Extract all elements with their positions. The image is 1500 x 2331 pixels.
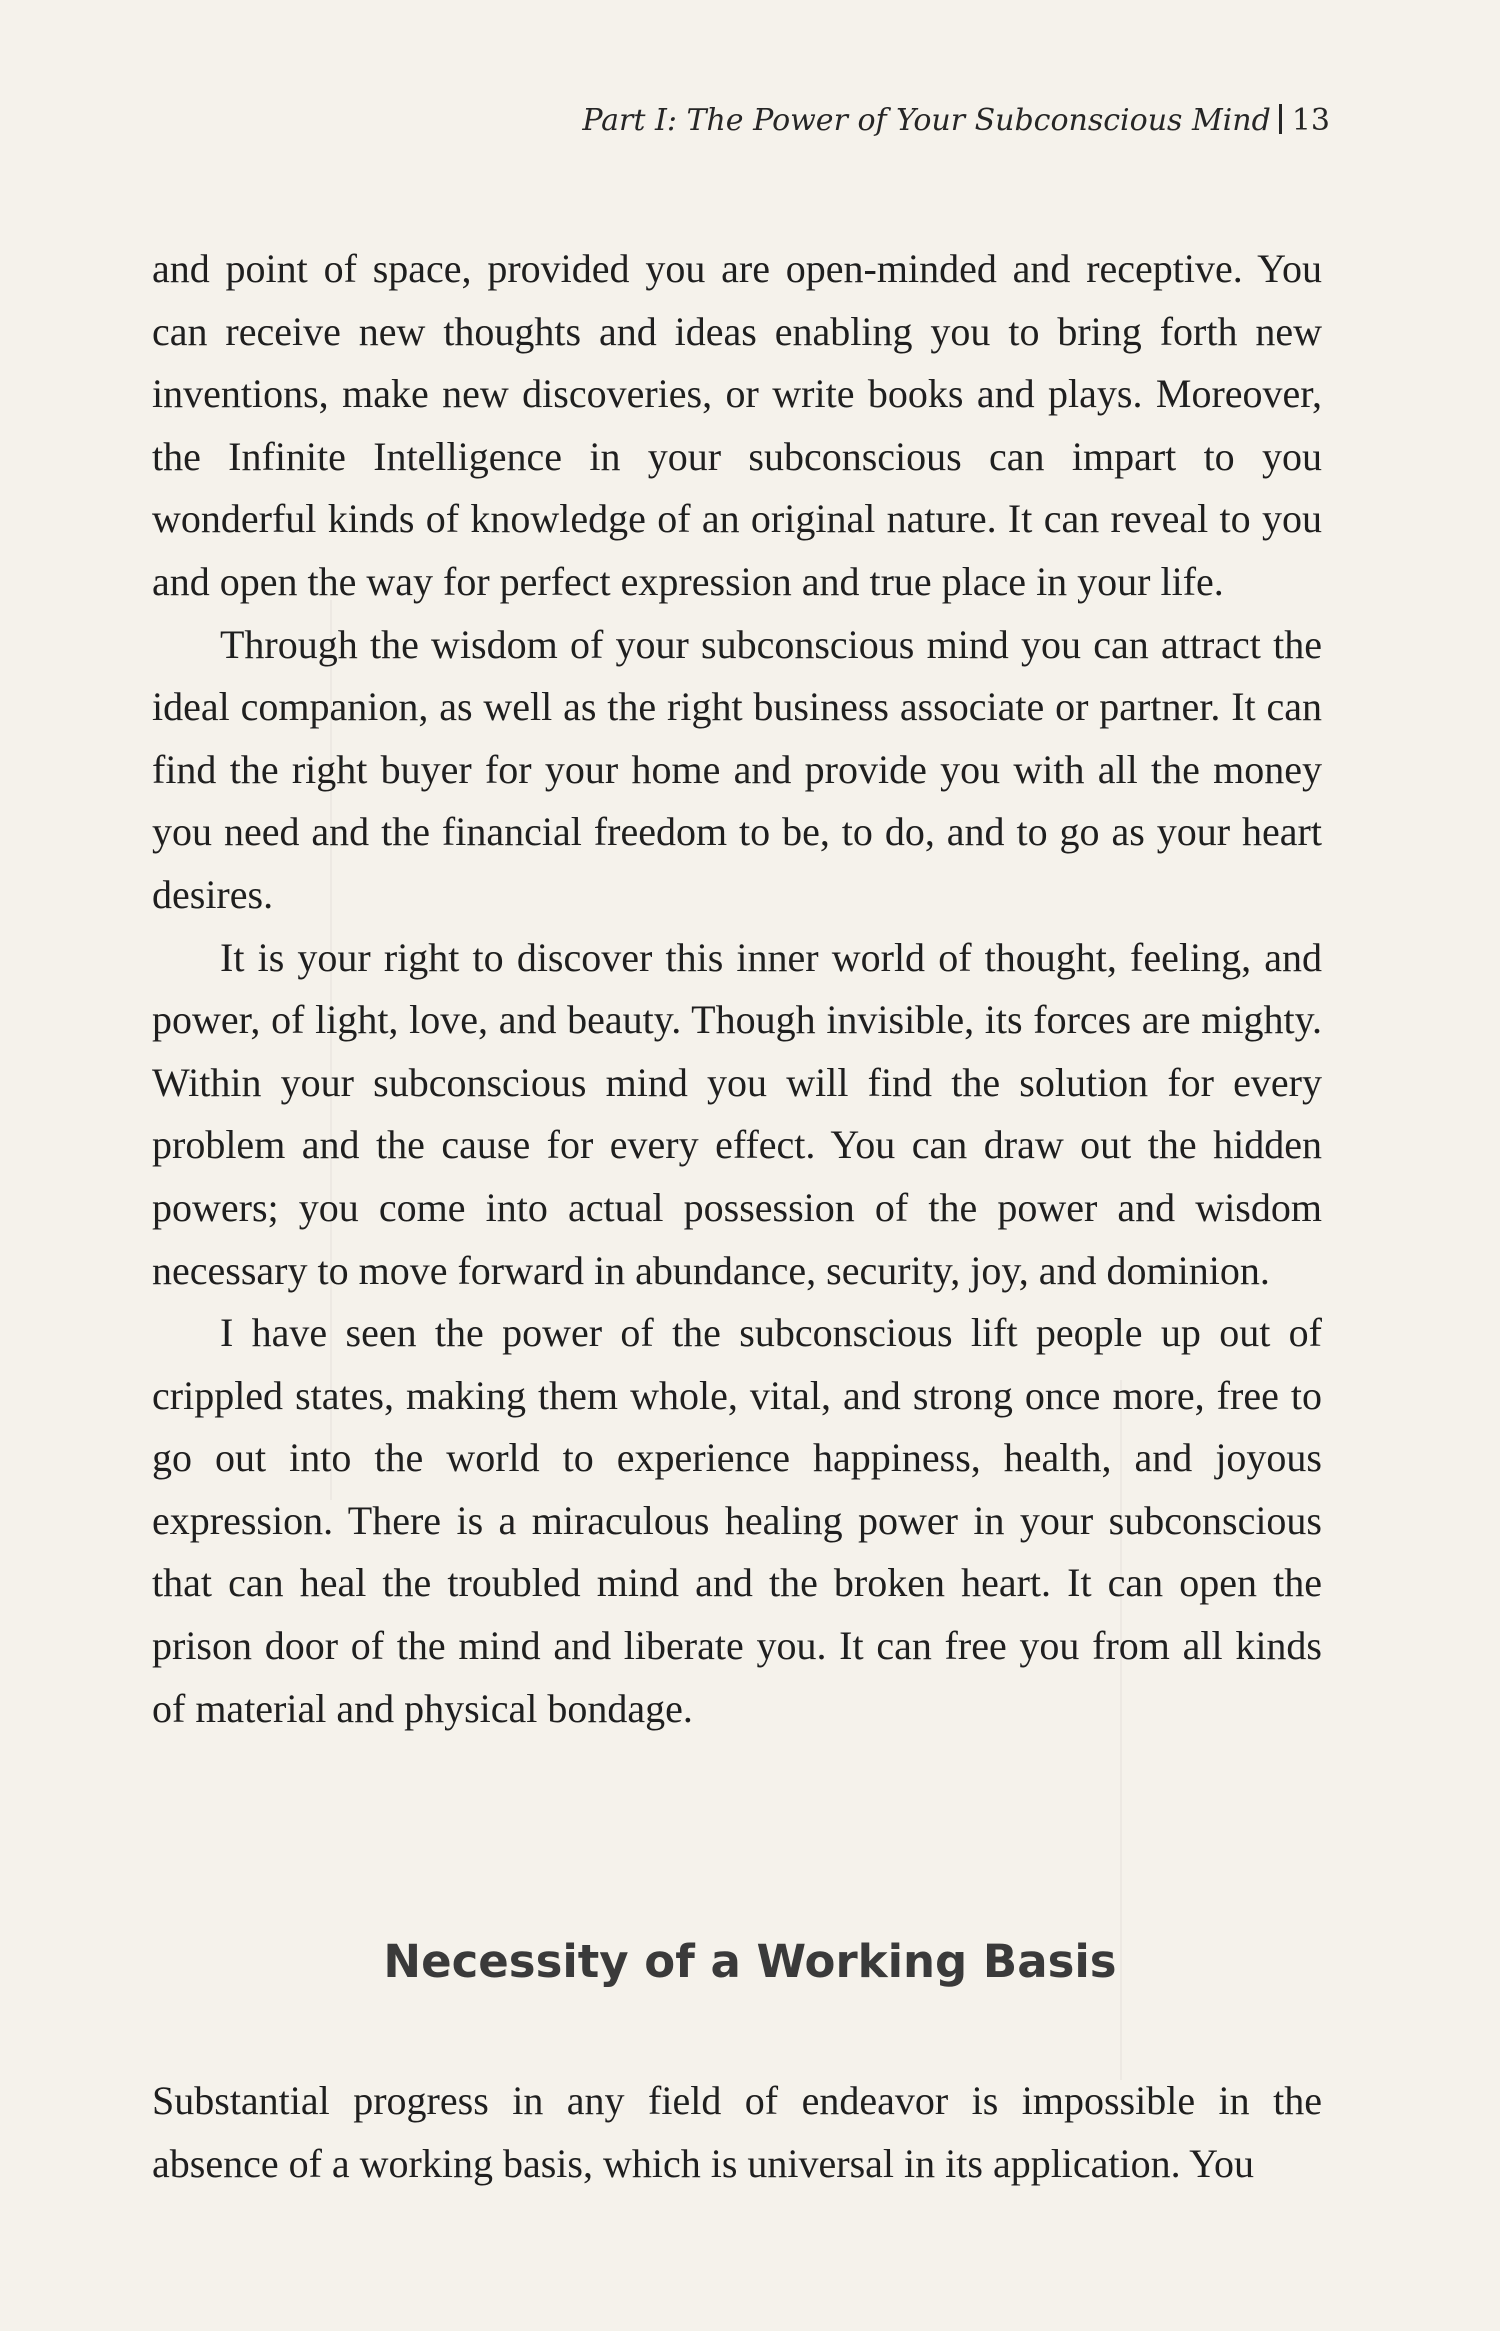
body-text xyxy=(152,2070,1322,2195)
running-title: Part I: The Power of Your Subconscious Mind xyxy=(582,103,1271,138)
paragraph: Substantial progress in any field of endeavor is impossible in the absence of a working basis, which is universal in its application. You xyxy=(152,2078,1322,2186)
header-separator xyxy=(1279,104,1282,134)
body-text xyxy=(152,238,1322,1740)
paragraph: Through the wisdom of your subconscious mind you can attract the ideal companion, as well as the right business associate or partner. It can find the right buyer for your home and provide you with all the money you need and the financial freedom to be, to do, and to go as your heart desires. xyxy=(152,621,1322,917)
running-head xyxy=(582,103,1330,138)
paragraph: It is your right to discover this inner world of thought, feeling, and power, of light, love, and beauty. Though invisible, its forces are mighty. Within your subconscious mind you will find the solution for every problem and the cause for every effect. You can draw out the hidden powers; you come into actual possession of the power and wisdom necessary to move forward in abundance, security, joy, and dominion. xyxy=(152,934,1322,1293)
paragraph: and point of space, provided you are open-minded and receptive. You can receive new thoughts and ideas enabling you to bring forth new inventions, make new discoveries, or write books and plays. Moreover, the Infinite Intelligence in your subconscious can impart to you wonderful kinds of knowledge of an original nature. It can reveal to you and open the way for perfect expression and true place in your life. xyxy=(152,246,1322,604)
paragraph: I have seen the power of the subconscious lift people up out of crippled states, making them whole, vital, and strong once more, free to go out into the world to experience happiness, health, and joyous expression. There is a miraculous healing power in your subconscious that can heal the troubled mind and the broken heart. It can open the prison door of the mind and liberate you. It can free you from all kinds of material and physical bondage. xyxy=(152,1310,1322,1731)
page-number: 13 xyxy=(1291,103,1330,138)
section-heading: Necessity of a Working Basis xyxy=(383,1935,1117,1988)
